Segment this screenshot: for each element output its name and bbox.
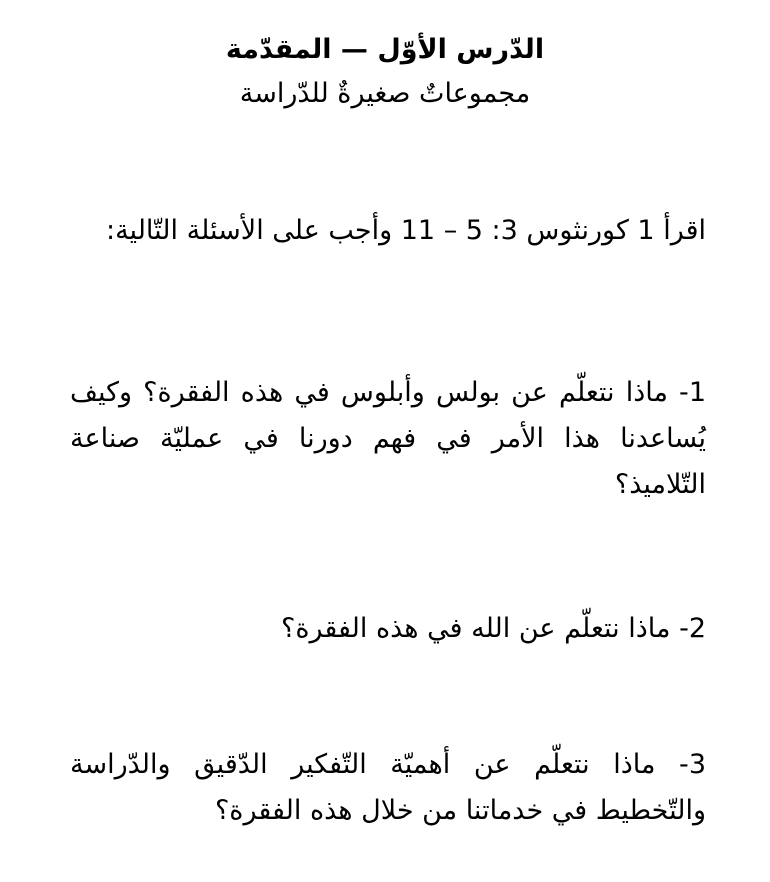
question-2: 2- ماذا نتعلّم عن الله في هذه الفقرة؟ xyxy=(280,613,706,644)
lesson-title: الدّرس الأوّل — المقدّمة xyxy=(225,34,545,65)
lesson-subtitle: مجموعاتٌ صغيرةٌ للدّراسة xyxy=(239,78,531,109)
document-header xyxy=(0,28,770,116)
question-3: 3- ماذا نتعلّم عن أهميّة التّفكير الدّقيق والدّراسة والتّخطيط في خدماتنا من خلال هذه الفقرة؟ xyxy=(70,749,706,826)
reading-instruction: اقرأ 1 كورنثوس 3: 5 – 11 وأجب على الأسئلة التّالية: xyxy=(105,215,706,246)
question-1: 1- ماذا نتعلّم عن بولس وأبلوس في هذه الفقرة؟ وكيف يُساعدنا هذا الأمر في فهم دورنا في عمليّة صناعة التّلاميذ؟ xyxy=(70,377,706,500)
